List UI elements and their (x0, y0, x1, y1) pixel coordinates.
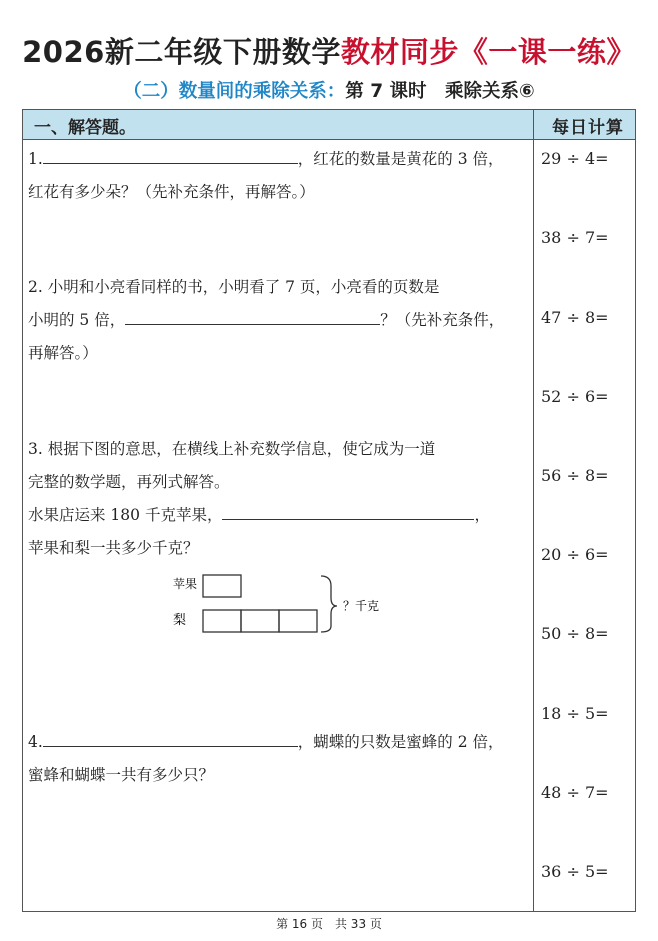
calc-item-2[interactable]: 38 ÷ 7= (541, 228, 609, 247)
title-main: 2026新二年级下册数学 (22, 35, 341, 69)
question-1-number: 1. (28, 150, 43, 168)
diagram-label-total: ？千克 (343, 599, 380, 613)
calc-item-3[interactable]: 47 ÷ 8= (541, 308, 609, 327)
question-4-line-1 (28, 726, 528, 759)
pear-bar-segment (203, 610, 241, 632)
question-3-line-1: 3. 根据下图的意思，在横线上补充数学信息，使它成为一道 (28, 440, 436, 458)
apple-bar (203, 575, 241, 597)
question-1 (28, 143, 528, 209)
column-divider (533, 109, 534, 912)
calc-item-6[interactable]: 20 ÷ 6= (541, 545, 609, 564)
answer-blank-1[interactable] (43, 145, 298, 164)
question-2-line-2 (28, 304, 528, 337)
diagram-label-pear: 梨 (173, 613, 187, 628)
question-2-text-a: 小明的 5 倍， (28, 311, 126, 329)
page-subtitle (0, 77, 658, 103)
section-title: 一、解答题。 (34, 118, 136, 138)
question-3-line-2: 完整的数学题，再列式解答。 (28, 473, 230, 491)
diagram-label-apple: 苹果 (173, 577, 198, 591)
calc-item-1[interactable]: 29 ÷ 4= (541, 149, 609, 168)
daily-calc-title: 每日计算 (552, 118, 624, 138)
question-1-line-2: 红花有多少朵？（先补充条件，再解答。） (28, 183, 315, 201)
question-2 (28, 271, 528, 370)
question-3-text-a: 水果店运来 180 千克苹果， (28, 506, 223, 524)
pear-bar-segment (279, 610, 317, 632)
lesson-title: 第 7 课时 乘除关系⑥ (345, 81, 535, 102)
answer-blank-2[interactable] (125, 306, 380, 325)
question-3-line-4: 苹果和梨一共多少千克？ (28, 539, 199, 557)
page-footer: 第 16 页 共 33 页 (276, 917, 382, 931)
calc-item-4[interactable]: 52 ÷ 6= (541, 387, 609, 406)
calc-item-7[interactable]: 50 ÷ 8= (541, 624, 609, 643)
pear-bars (203, 610, 317, 632)
pear-bar-segment (241, 610, 279, 632)
question-3-text-b: ， (474, 506, 490, 524)
question-1-line-1 (28, 143, 528, 176)
calc-item-5[interactable]: 56 ÷ 8= (541, 466, 609, 485)
question-4-text-a: ，蝴蝶的只数是蜜蜂的 2 倍， (297, 733, 504, 751)
calc-item-9[interactable]: 48 ÷ 7= (541, 783, 609, 802)
calc-item-10[interactable]: 36 ÷ 5= (541, 862, 609, 881)
question-1-text-a: ，红花的数量是黄花的 3 倍， (297, 150, 504, 168)
total-brace (321, 576, 337, 632)
answer-blank-4[interactable] (43, 728, 298, 747)
answer-blank-3[interactable] (222, 501, 474, 520)
question-4-number: 4. (28, 733, 43, 751)
question-2-line-1: 2. 小明和小亮看同样的书，小明看了 7 页，小亮看的页数是 (28, 278, 440, 296)
title-highlight: 教材同步《一课一练》 (340, 35, 636, 69)
question-2-line-3: 再解答。） (28, 344, 98, 362)
question-3-line-3 (28, 499, 528, 532)
bar-diagram (165, 568, 425, 638)
question-2-text-b: ？（先补充条件， (380, 311, 505, 329)
calc-item-8[interactable]: 18 ÷ 5= (541, 704, 609, 723)
question-3 (28, 433, 528, 565)
question-4-line-2: 蜜蜂和蝴蝶一共有多少只？ (28, 766, 215, 784)
page-title (0, 30, 658, 71)
question-4 (28, 726, 528, 792)
unit-title: （二）数量间的乘除关系： (123, 81, 346, 102)
